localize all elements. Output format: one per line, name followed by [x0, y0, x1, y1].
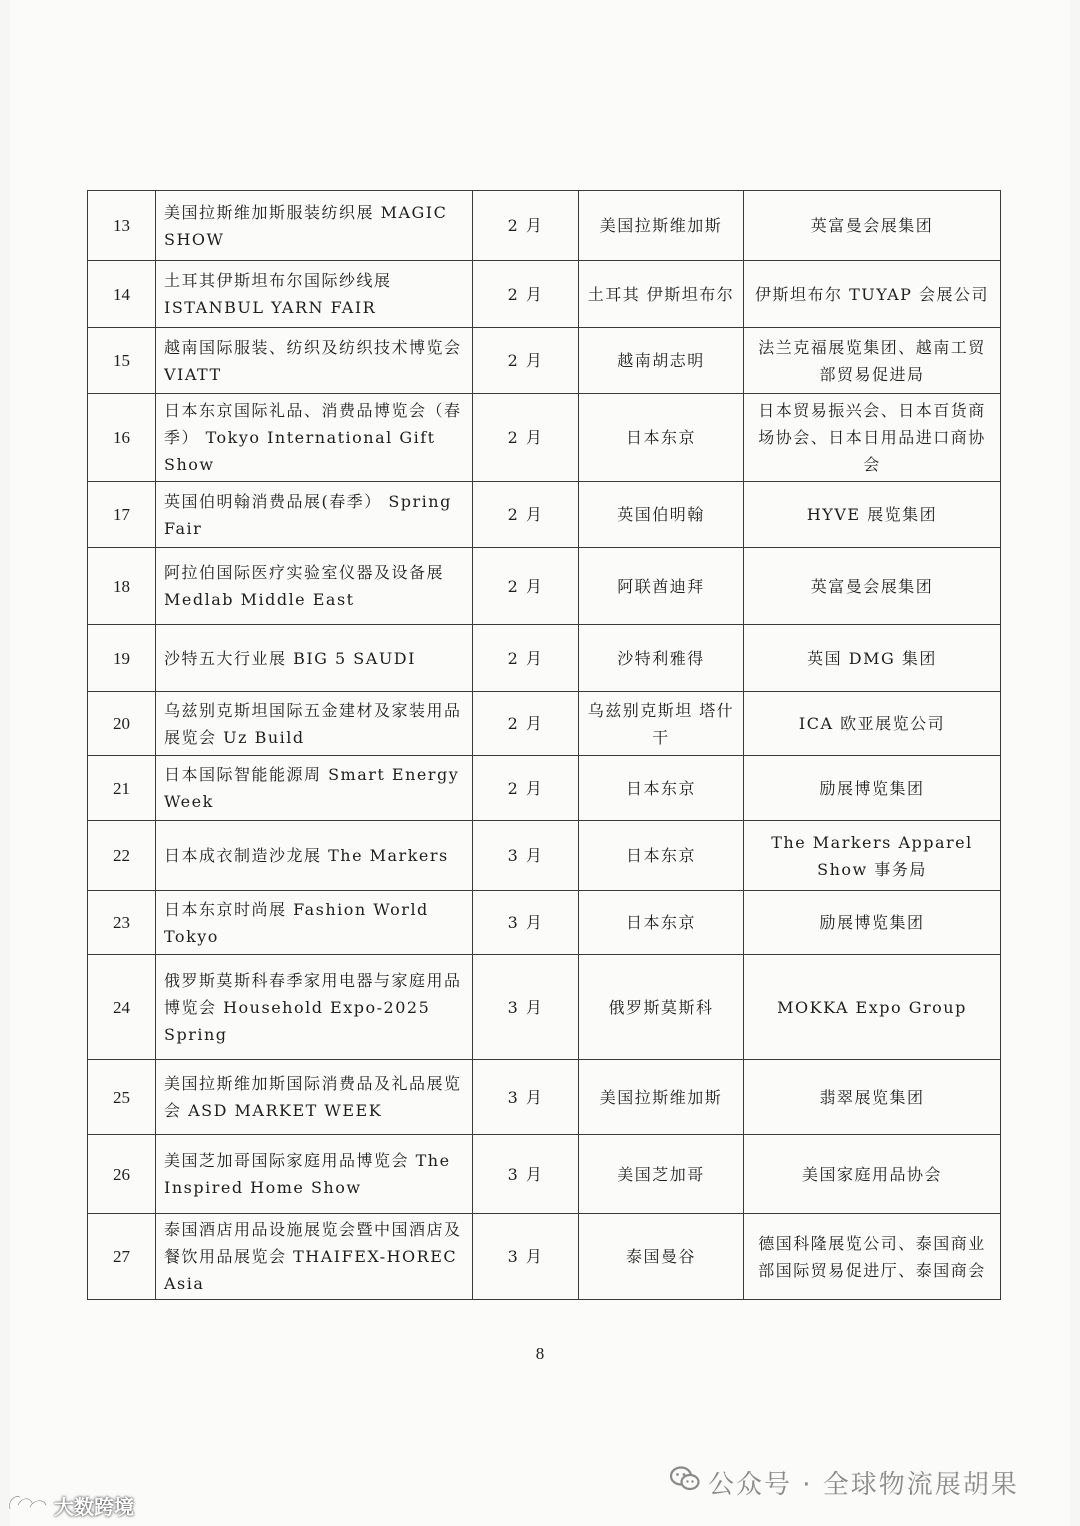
- cell-exhibition-name: 美国拉斯维加斯服装纺织展 MAGIC SHOW: [156, 191, 473, 261]
- cell-organizer: ICA 欧亚展览公司: [744, 692, 1001, 756]
- watermark-left: [6, 1490, 134, 1520]
- cell-location: 日本东京: [579, 756, 744, 821]
- cell-location: 美国拉斯维加斯: [579, 191, 744, 261]
- cell-location: 泰国曼谷: [579, 1214, 744, 1300]
- cell-organizer: 法兰克福展览集团、越南工贸部贸易促进局: [744, 328, 1001, 394]
- cell-number: 17: [88, 482, 156, 548]
- cell-exhibition-name: 日本成衣制造沙龙展 The Markers: [156, 821, 473, 891]
- table-row: [88, 625, 1001, 692]
- cell-organizer: HYVE 展览集团: [744, 482, 1001, 548]
- watermark-right: [670, 1462, 1019, 1502]
- cell-exhibition-name: 日本东京时尚展 Fashion World Tokyo: [156, 891, 473, 955]
- cell-month: 3 月: [473, 821, 579, 891]
- cell-location: 美国拉斯维加斯: [579, 1060, 744, 1135]
- cell-location: 日本东京: [579, 891, 744, 955]
- cell-month: 3 月: [473, 1214, 579, 1300]
- cell-exhibition-name: 沙特五大行业展 BIG 5 SAUDI: [156, 625, 473, 692]
- cell-location: 日本东京: [579, 394, 744, 482]
- cell-exhibition-name: 越南国际服装、纺织及纺织技术博览会 VIATT: [156, 328, 473, 394]
- cell-number: 18: [88, 548, 156, 625]
- cell-month: 2 月: [473, 261, 579, 328]
- table-row: [88, 955, 1001, 1060]
- cell-number: 14: [88, 261, 156, 328]
- cell-month: 2 月: [473, 548, 579, 625]
- cell-month: 3 月: [473, 955, 579, 1060]
- cell-exhibition-name: 土耳其伊斯坦布尔国际纱线展 ISTANBUL YARN FAIR: [156, 261, 473, 328]
- table-row: [88, 821, 1001, 891]
- cell-organizer: 励展博览集团: [744, 891, 1001, 955]
- cell-location: 越南胡志明: [579, 328, 744, 394]
- cell-month: 2 月: [473, 625, 579, 692]
- cell-location: 英国伯明翰: [579, 482, 744, 548]
- cell-number: 26: [88, 1135, 156, 1214]
- cell-location: 日本东京: [579, 821, 744, 891]
- cell-month: 2 月: [473, 482, 579, 548]
- table-row: [88, 548, 1001, 625]
- brand-logo-icon: [6, 1491, 50, 1520]
- cell-number: 27: [88, 1214, 156, 1300]
- table-row: [88, 692, 1001, 756]
- cell-location: 俄罗斯莫斯科: [579, 955, 744, 1060]
- wechat-icon: [670, 1466, 700, 1499]
- cell-organizer: MOKKA Expo Group: [744, 955, 1001, 1060]
- cell-organizer: 德国科隆展览公司、泰国商业部国际贸易促进厅、泰国商会: [744, 1214, 1001, 1300]
- cell-exhibition-name: 美国芝加哥国际家庭用品博览会 The Inspired Home Show: [156, 1135, 473, 1214]
- cell-organizer: 英富曼会展集团: [744, 191, 1001, 261]
- cell-organizer: 励展博览集团: [744, 756, 1001, 821]
- cell-exhibition-name: 英国伯明翰消费品展(春季） Spring Fair: [156, 482, 473, 548]
- table-row: [88, 261, 1001, 328]
- cell-organizer: 英国 DMG 集团: [744, 625, 1001, 692]
- cell-exhibition-name: 日本国际智能能源周 Smart Energy Week: [156, 756, 473, 821]
- page-number: 8: [535, 1344, 545, 1363]
- table-row: [88, 191, 1001, 261]
- table-row: [88, 394, 1001, 482]
- cell-month: 2 月: [473, 394, 579, 482]
- cell-organizer: The Markers Apparel Show 事务局: [744, 821, 1001, 891]
- cell-month: 2 月: [473, 692, 579, 756]
- table-row: [88, 1060, 1001, 1135]
- cell-number: 23: [88, 891, 156, 955]
- cell-location: 美国芝加哥: [579, 1135, 744, 1214]
- cell-number: 20: [88, 692, 156, 756]
- cell-organizer: 英富曼会展集团: [744, 548, 1001, 625]
- cell-number: 13: [88, 191, 156, 261]
- cell-organizer: 日本贸易振兴会、日本百货商场协会、日本日用品进口商协会: [744, 394, 1001, 482]
- table-row: [88, 756, 1001, 821]
- cell-month: 3 月: [473, 891, 579, 955]
- cell-exhibition-name: 日本东京国际礼品、消费品博览会（春季） Tokyo International Gift Show: [156, 394, 473, 482]
- cell-exhibition-name: 俄罗斯莫斯科春季家用电器与家庭用品博览会 Household Expo-2025 Spring: [156, 955, 473, 1060]
- cell-organizer: 美国家庭用品协会: [744, 1135, 1001, 1214]
- cell-organizer: 翡翠展览集团: [744, 1060, 1001, 1135]
- table-row: [88, 328, 1001, 394]
- watermark-left-text: 大数跨境: [54, 1494, 134, 1519]
- cell-month: 3 月: [473, 1060, 579, 1135]
- cell-month: 2 月: [473, 756, 579, 821]
- table-row: [88, 1135, 1001, 1214]
- cell-number: 15: [88, 328, 156, 394]
- cell-number: 22: [88, 821, 156, 891]
- cell-exhibition-name: 泰国酒店用品设施展览会暨中国酒店及餐饮用品展览会 THAIFEX-HOREC Asia: [156, 1214, 473, 1300]
- cell-location: 乌兹别克斯坦 塔什干: [579, 692, 744, 756]
- table-body: [88, 191, 1001, 1300]
- cell-exhibition-name: 阿拉伯国际医疗实验室仪器及设备展 Medlab Middle East: [156, 548, 473, 625]
- cell-month: 2 月: [473, 191, 579, 261]
- cell-number: 21: [88, 756, 156, 821]
- cell-location: 土耳其 伊斯坦布尔: [579, 261, 744, 328]
- cell-month: 3 月: [473, 1135, 579, 1214]
- cell-number: 16: [88, 394, 156, 482]
- cell-number: 19: [88, 625, 156, 692]
- cell-number: 24: [88, 955, 156, 1060]
- cell-organizer: 伊斯坦布尔 TUYAP 会展公司: [744, 261, 1001, 328]
- cell-location: 沙特利雅得: [579, 625, 744, 692]
- cell-location: 阿联酋迪拜: [579, 548, 744, 625]
- exhibition-table: [87, 190, 1001, 1300]
- watermark-right-text: 公众号 · 全球物流展胡果: [708, 1469, 1019, 1500]
- cell-month: 2 月: [473, 328, 579, 394]
- table-row: [88, 482, 1001, 548]
- cell-exhibition-name: 美国拉斯维加斯国际消费品及礼品展览会 ASD MARKET WEEK: [156, 1060, 473, 1135]
- cell-number: 25: [88, 1060, 156, 1135]
- table-row: [88, 891, 1001, 955]
- cell-exhibition-name: 乌兹别克斯坦国际五金建材及家装用品展览会 Uz Build: [156, 692, 473, 756]
- table-row: [88, 1214, 1001, 1300]
